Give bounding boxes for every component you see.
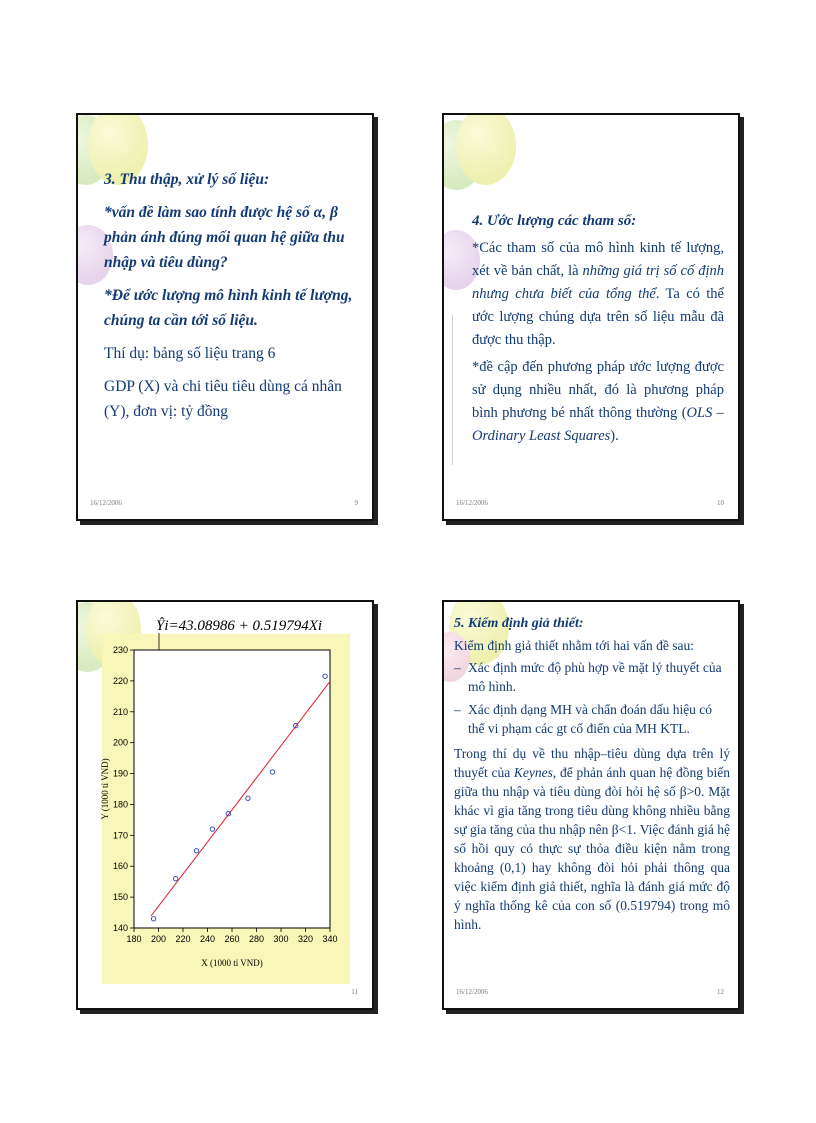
gdp-text: GDP (X) và chi tiêu tiêu dùng cá nhân (Y), đơn vị: tỷ đồng [104,378,342,420]
balloon-decoration [456,113,516,185]
slide-11 [76,600,374,1010]
slide-number: 9 [354,499,358,507]
plot-area [134,650,330,928]
x-tick-label: 280 [248,934,265,944]
x-tick-label: 220 [175,934,191,944]
x-tick-label: 260 [224,934,240,944]
balloon-string [452,315,453,465]
slide-date: 16/12/2006 [456,499,488,507]
slide-number: 11 [351,988,358,996]
data-requirement-text: *Để ước lượng mô hình kinh tế lượng, chúng ta cần tới số liệu. [104,287,353,329]
y-tick-label: 190 [112,768,128,779]
x-tick-label: 240 [199,934,216,944]
x-tick-label: 340 [322,934,338,944]
x-tick-label: 320 [297,934,314,944]
y-tick-label: 180 [112,799,128,810]
y-axis [113,645,134,933]
parameters-paragraph: *Các tham số của mô hình kinh tế lượng, xét về bản chất, là những giá trị số cố định nhưng chưa biết của tổng thể. Ta có thể ước lượng chúng dựa trên số liệu mẫu đã được thu thập. [472,240,725,348]
keynes-paragraph: Trong thí dụ về thu nhập–tiêu dùng dựa trên lý thuyết của Keynes, để phản ánh quan hệ đồng biến giữa thu nhập và tiêu dùng đòi hỏi hệ số β>0. Mặt khác vì gia tăng trong tiêu dùng không nhiều bằng sự gia tăng của thu nhập nên β<1. Việc đánh giá hệ số hồi quy có thực sự thỏa điều kiện nằm trong khoảng (0,1) hay không đòi hỏi phải thông qua việc kiểm định giả thiết, nghĩa là đánh giá mức độ ý nghĩa thống kê của con số (0.519794) trong mô hình. [454,746,731,932]
example-text: Thí dụ: bảng số liệu trang 6 [104,345,276,362]
y-tick-label: 150 [112,892,128,903]
section-heading: 3. Thu thập, xử lý số liệu: [104,171,270,188]
y-tick-label: 210 [112,706,128,717]
ols-paragraph: *đề cập đến phương pháp ước lượng được sử dụng nhiều nhất, đó là phương pháp bình phương bé nhất thông thường (OLS – Ordinary Least Squares). [472,359,724,444]
slide-number: 10 [717,499,724,507]
y-tick-label: 220 [112,675,128,686]
dash-bullet: – [454,660,461,675]
list-item: – Xác định dạng MH và chẩn đoán dấu hiệu có thể vi phạm các gt cổ điển của MH KTL. [454,702,713,736]
slide-10 [442,113,740,521]
slide-date: 16/12/2006 [456,988,488,996]
slide-body [104,167,359,432]
y-axis-label: Y (1000 tỉ VND) [100,758,110,820]
dash-bullet: – [454,702,461,717]
section-heading: 5. Kiểm định giả thiết: [454,616,584,631]
list-item: – Xác định mức độ phù hợp về mặt lý thuyết của mô hình. [454,660,722,694]
slide-12 [442,600,740,1010]
y-tick-label: 140 [112,923,128,933]
y-tick-label: 160 [112,861,128,872]
section-heading: 4. Ước lượng các tham số: [472,213,637,229]
x-tick-label: 300 [273,934,289,944]
y-tick-label: 200 [112,737,128,748]
intro-text: Kiểm định giả thiết nhằm tới hai vấn đề sau: [454,638,694,653]
slide-body [454,614,730,934]
y-tick-label: 170 [112,830,128,841]
x-tick-label: 180 [126,934,142,944]
slide-9 [76,113,374,521]
x-axis-label: X (1000 tỉ VND) [201,958,263,968]
scatter-chart [78,602,374,1010]
x-axis [126,928,337,944]
y-tick-label: 230 [112,645,128,655]
regression-equation: Ŷi=43.08986 + 0.519794Xi [156,618,323,634]
slide-number: 12 [717,988,724,996]
slide-date: 16/12/2006 [90,499,122,507]
slide-body [472,210,724,452]
question-text: *vấn đề làm sao tính được hệ số α, β phản ánh đúng mối quan hệ giữa thu nhập và tiêu dùng? [104,204,345,271]
x-tick-label: 200 [150,934,167,944]
